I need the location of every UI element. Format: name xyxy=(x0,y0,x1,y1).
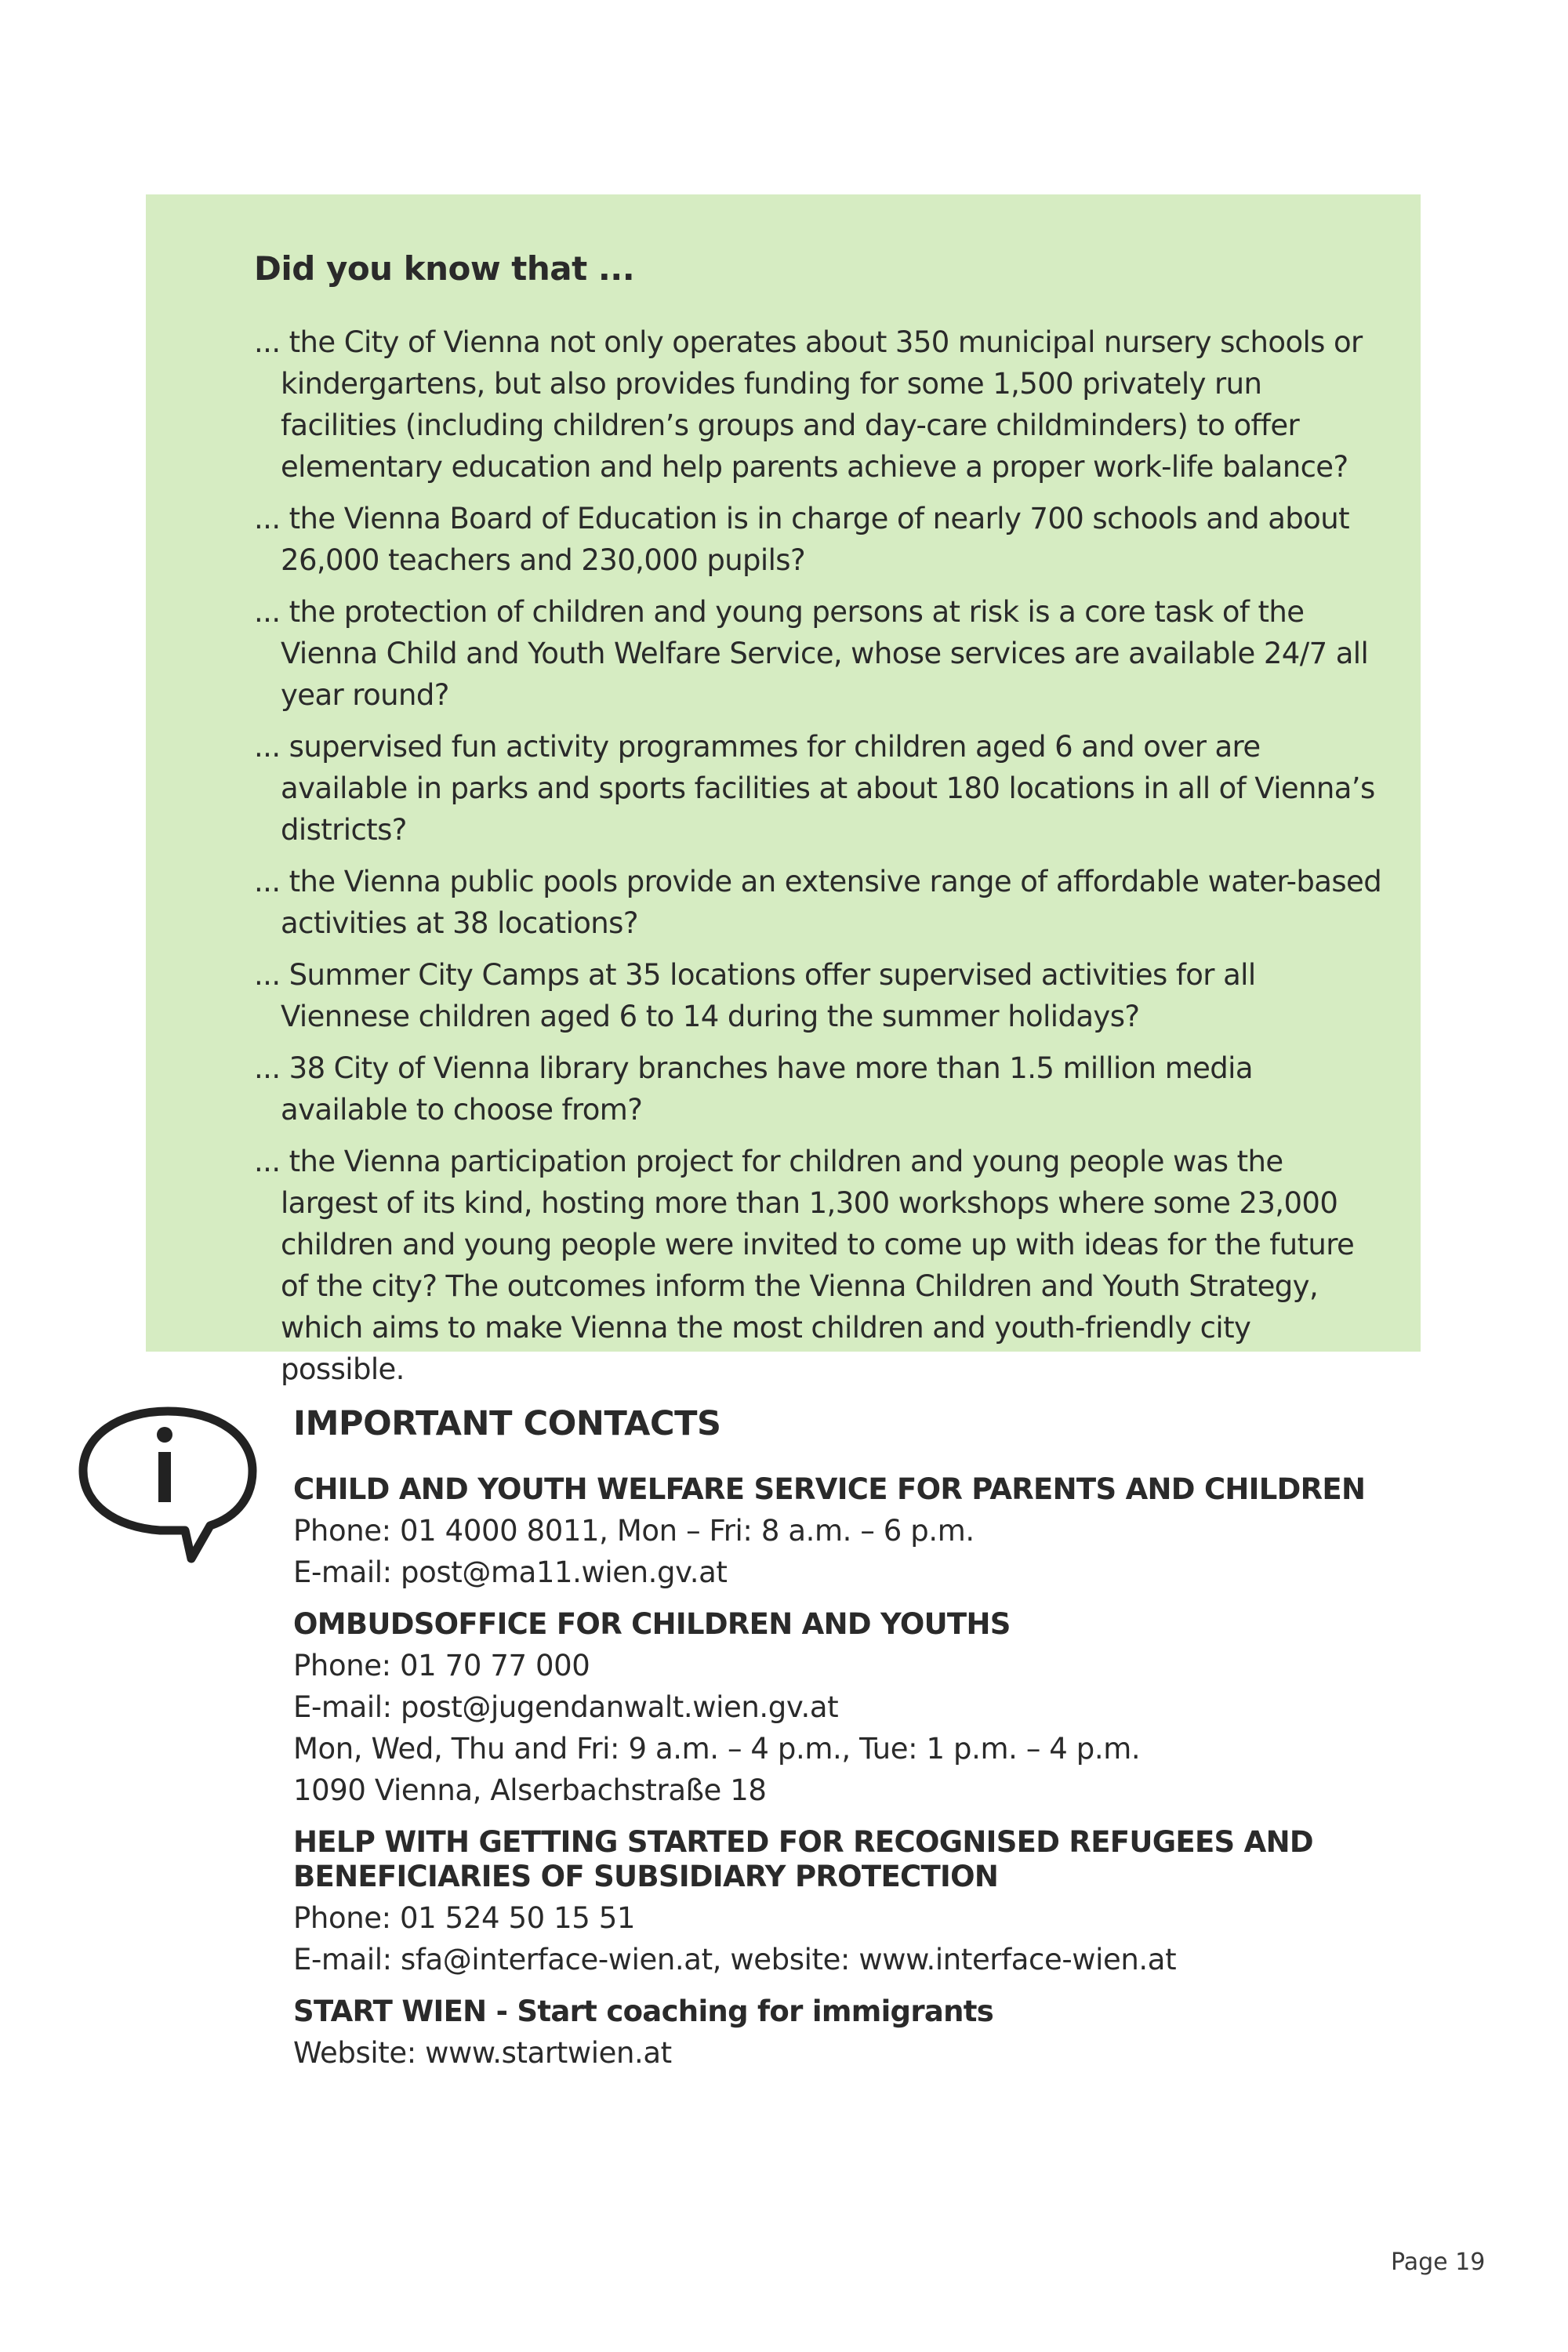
fact-item: ... the City of Vienna not only operates about 350 municipal nursery schools or kindergartens, but also provides funding for some 1,500 privately run facilities (including children’s groups and day-care childminders) to offer elementary education and help parents achieve a proper work-life balance? xyxy=(254,325,1363,484)
important-contacts xyxy=(293,1402,1391,2088)
info-speech-bubble-icon xyxy=(75,1403,260,1570)
fact-item: ... the protection of children and young persons at risk is a core task of the Vienna Child and Youth Welfare Service, whose services are available 24/7 all year round? xyxy=(254,595,1369,712)
contact-address: 1090 Vienna, Alserbachstraße 18 xyxy=(293,1773,767,1807)
contacts-title: IMPORTANT CONTACTS xyxy=(293,1404,721,1443)
contact-phone: Phone: 01 70 77 000 xyxy=(293,1649,590,1682)
fact-item: ... the Vienna Board of Education is in charge of nearly 700 schools and about 26,000 teachers and 230,000 pupils? xyxy=(254,502,1349,577)
contact-email: E-mail: post@ma11.wien.gv.at xyxy=(293,1555,728,1589)
page-number: Page 19 xyxy=(1391,2249,1486,2276)
contact-refugee-help xyxy=(293,1825,1391,1980)
contact-heading: CHILD AND YOUTH WELFARE SERVICE FOR PARENTS AND CHILDREN xyxy=(293,1472,1366,1506)
contact-ombudsoffice xyxy=(293,1607,1391,1811)
facts-heading: Did you know that ... xyxy=(254,249,635,288)
contact-heading: HELP WITH GETTING STARTED FOR RECOGNISED REFUGEES AND BENEFICIARIES OF SUBSIDIARY PROTECTION xyxy=(293,1825,1313,1893)
fact-item: ... the Vienna participation project for children and young people was the largest of its kind, hosting more than 1,300 workshops where some 23,000 children and young people were invited to come up with ideas for the future of the city? The outcomes inform the Vienna Children and Youth Strategy, which aims to make Vienna the most children and youth-friendly city possible. xyxy=(254,1145,1355,1386)
fact-item: ... the Vienna public pools provide an extensive range of affordable water-based activities at 38 locations? xyxy=(254,865,1382,940)
contact-child-youth-welfare xyxy=(293,1472,1391,1593)
contact-email: E-mail: post@jugendanwalt.wien.gv.at xyxy=(293,1690,839,1724)
contact-start-wien xyxy=(293,1994,1391,2074)
contact-heading: START WIEN - Start coaching for immigrants xyxy=(293,1994,994,2028)
fact-item: ... supervised fun activity programmes for children aged 6 and over are available in parks and sports facilities at about 180 locations in all of Vienna’s districts? xyxy=(254,730,1375,847)
contact-hours: Mon, Wed, Thu and Fri: 9 a.m. – 4 p.m., Tue: 1 p.m. – 4 p.m. xyxy=(293,1732,1141,1766)
contact-email: E-mail: sfa@interface-wien.at, website: www.interface-wien.at xyxy=(293,1943,1177,1976)
contact-phone: Phone: 01 524 50 15 51 xyxy=(293,1901,636,1935)
contact-website: Website: www.startwien.at xyxy=(293,2036,672,2070)
fact-item: ... Summer City Camps at 35 locations offer supervised activities for all Viennese children aged 6 to 14 during the summer holidays? xyxy=(254,958,1256,1033)
facts-list xyxy=(254,321,1383,1400)
contact-heading: OMBUDSOFFICE FOR CHILDREN AND YOUTHS xyxy=(293,1607,1011,1641)
contact-phone: Phone: 01 4000 8011, Mon – Fri: 8 a.m. – 6 p.m. xyxy=(293,1514,975,1548)
fact-item: ... 38 City of Vienna library branches have more than 1.5 million media available to choose from? xyxy=(254,1051,1253,1127)
